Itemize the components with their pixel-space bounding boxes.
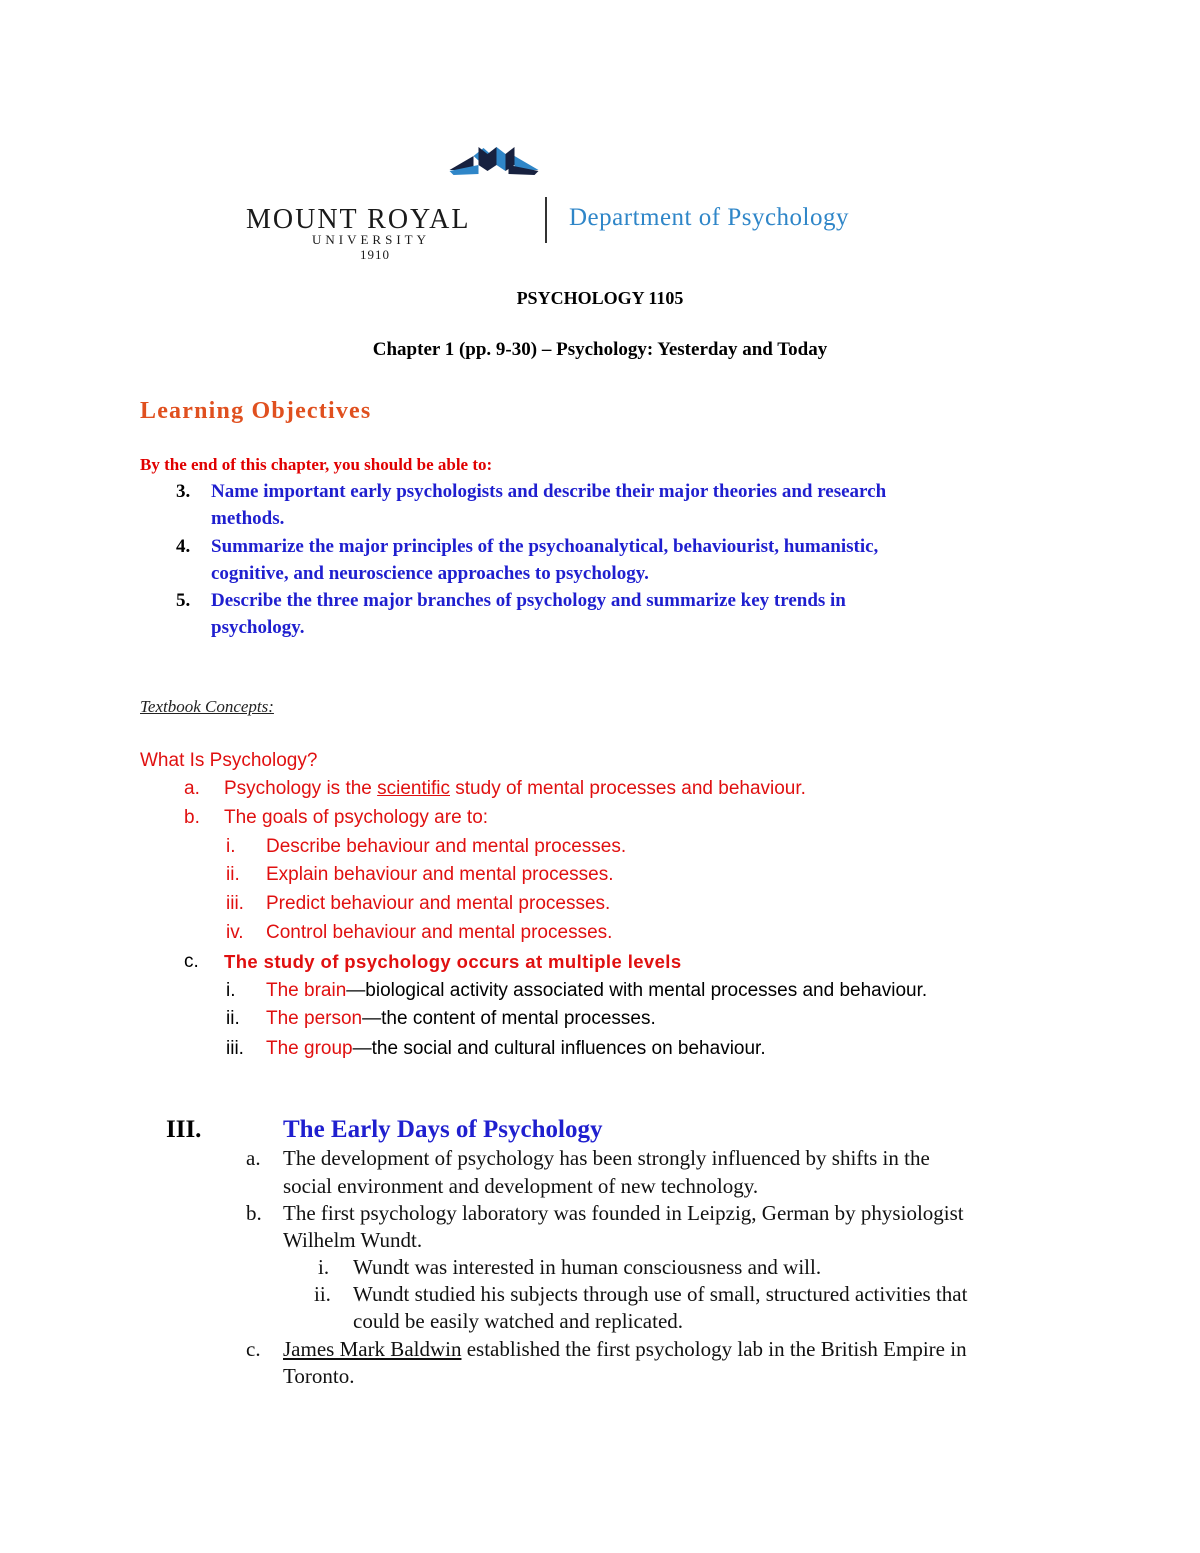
- paragraph-line: could be easily watched and replicated.: [353, 1309, 684, 1333]
- objective-text: psychology.: [211, 617, 305, 638]
- list-marker: i.: [226, 980, 236, 1001]
- person-name-wundt: Wilhelm Wundt.: [283, 1228, 423, 1252]
- objective-text: Name important early psychologists and describe their major theories and research: [211, 481, 887, 502]
- mount-royal-logo-icon: [246, 145, 956, 205]
- list-item-goal: Predict behaviour and mental processes.: [266, 893, 611, 914]
- level-description: —the social and cultural influences on behaviour.: [352, 1038, 766, 1059]
- objective-text: cognitive, and neuroscience approaches to psychology.: [211, 563, 649, 584]
- list-item-level: [266, 1038, 766, 1060]
- person-name-baldwin: James Mark Baldwin: [283, 1337, 462, 1361]
- baldwin-description: established the first psychology lab in the British Empire in: [461, 1337, 967, 1361]
- learning-objectives-heading: Learning Objectives: [140, 398, 372, 424]
- level-term: The person: [266, 1008, 363, 1029]
- list-item-level: [266, 1008, 656, 1030]
- university-subtitle: UNIVERSITY: [312, 232, 430, 247]
- university-year: 1910: [360, 247, 390, 262]
- paragraph-line: The first psychology laboratory was founded in Leipzig, German by physiologist: [283, 1201, 964, 1225]
- level-term: The brain: [266, 980, 347, 1001]
- list-marker: ii.: [226, 1008, 240, 1029]
- objective-number: 5.: [176, 590, 191, 611]
- level-description: —the content of mental processes.: [362, 1008, 656, 1029]
- section-title-what-is-psychology: What Is Psychology?: [140, 750, 318, 771]
- list-marker: ii.: [226, 864, 240, 885]
- definition-pre: Psychology is the: [224, 778, 378, 799]
- university-name: MOUNT ROYAL: [246, 204, 471, 235]
- department-name: Department of Psychology: [569, 204, 850, 231]
- chapter-title: Chapter 1 (pp. 9-30) – Psychology: Yesterday and Today: [372, 339, 828, 360]
- list-marker: a.: [246, 1146, 261, 1170]
- list-item-level: [266, 980, 927, 1002]
- list-marker: b.: [246, 1201, 262, 1225]
- textbook-concepts-label: Textbook Concepts:: [140, 697, 274, 716]
- list-marker: i.: [318, 1255, 330, 1279]
- level-description: —biological activity associated with mental processes and behaviour.: [346, 980, 928, 1001]
- section-numeral: III.: [166, 1116, 202, 1143]
- objective-text: Summarize the major principles of the psychoanalytical, behaviourist, humanistic,: [211, 536, 879, 557]
- list-marker: a.: [184, 778, 200, 799]
- list-item-levels: The study of psychology occurs at multiple levels: [224, 951, 682, 972]
- paragraph-line: [283, 1337, 967, 1362]
- list-marker: iii.: [226, 1038, 244, 1059]
- list-item-goal: Explain behaviour and mental processes.: [266, 864, 614, 885]
- learning-objectives-intro: By the end of this chapter, you should be able to:: [140, 455, 493, 474]
- list-marker: ii.: [314, 1282, 331, 1306]
- objective-number: 4.: [176, 536, 191, 557]
- list-item-goal: Control behaviour and mental processes.: [266, 922, 613, 943]
- level-term: The group: [266, 1038, 353, 1059]
- paragraph-line: social environment and development of new technology.: [283, 1174, 759, 1198]
- list-marker: b.: [184, 807, 200, 828]
- list-marker: c.: [184, 951, 199, 972]
- list-item-definition: [224, 778, 806, 800]
- section-title: The Early Days of Psychology: [283, 1116, 603, 1143]
- paragraph-line: Wundt studied his subjects through use of small, structured activities that: [353, 1282, 968, 1306]
- paragraph-line: Toronto.: [283, 1364, 355, 1388]
- paragraph-line: The development of psychology has been strongly influenced by shifts in the: [283, 1146, 930, 1170]
- definition-emphasis: scientific: [377, 778, 450, 799]
- objective-text: methods.: [211, 508, 285, 529]
- list-item-goal: Describe behaviour and mental processes.: [266, 836, 627, 857]
- list-item-goals: The goals of psychology are to:: [224, 807, 489, 828]
- definition-post: study of mental processes and behaviour.: [450, 778, 806, 799]
- logo-divider: [545, 197, 547, 243]
- list-marker: i.: [226, 836, 236, 857]
- list-marker: c.: [246, 1337, 261, 1361]
- course-title: PSYCHOLOGY 1105: [516, 288, 684, 308]
- list-marker: iv.: [226, 922, 244, 943]
- paragraph-line: Wundt was interested in human consciousness and will.: [353, 1255, 822, 1279]
- objective-text: Describe the three major branches of psychology and summarize key trends in: [211, 590, 846, 611]
- list-marker: iii.: [226, 893, 244, 914]
- objective-number: 3.: [176, 481, 191, 502]
